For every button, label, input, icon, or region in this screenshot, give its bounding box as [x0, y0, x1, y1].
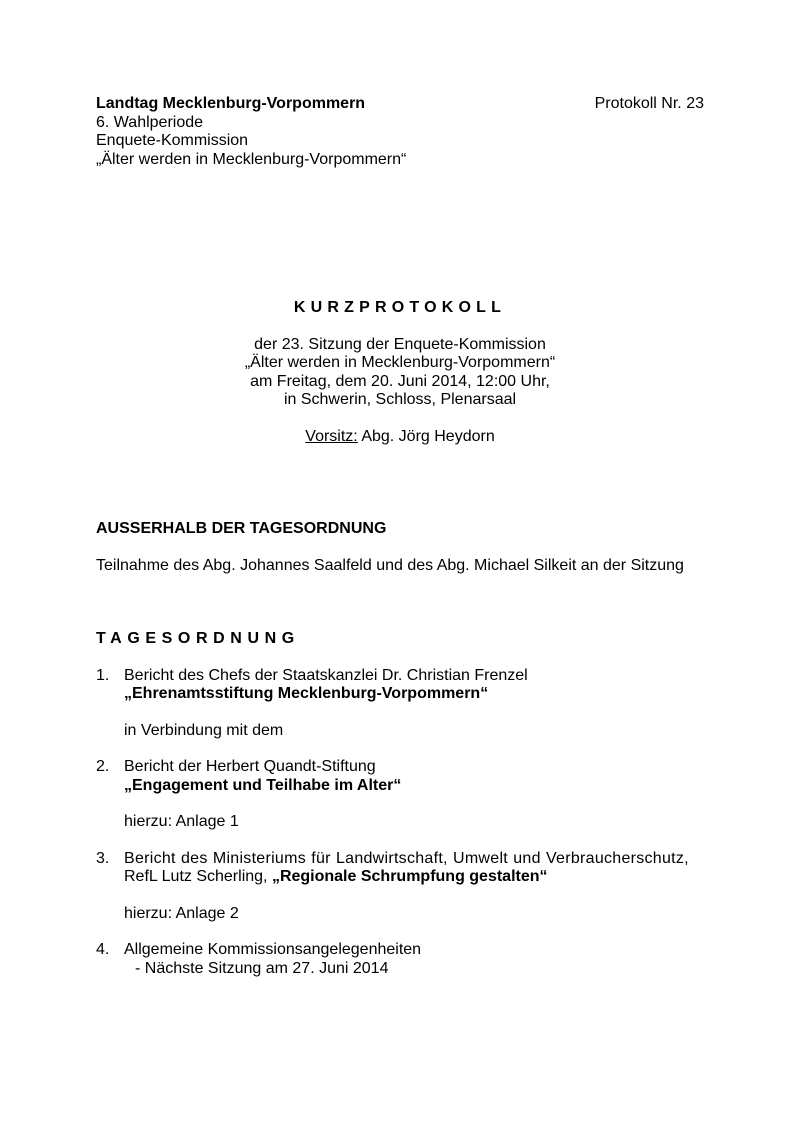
agenda-item [96, 667, 704, 741]
outside-agenda-text: Teilnahme des Abg. Johannes Saalfeld und des Abg. Michael Silkeit an der Sitzung [96, 556, 684, 574]
chair-name: Abg. Jörg Heydorn [357, 427, 495, 445]
agenda-item-note: hierzu: Anlage 2 [124, 904, 239, 922]
agenda-item-body [124, 667, 704, 741]
agenda-item-note: hierzu: Anlage 1 [124, 813, 239, 830]
agenda-item-title: „Ehrenamtsstiftung Mecklenburg-Vorpommern“ [124, 685, 489, 702]
chair-line [96, 428, 704, 447]
document-header [96, 95, 704, 114]
agenda-item-subpoint: - Nächste Sitzung am 27. Juni 2014 [135, 959, 389, 977]
agenda-heading: TAGESORDNUNG [96, 630, 300, 647]
agenda-item-text-continued [124, 868, 704, 887]
agenda-item-body [124, 941, 704, 978]
agenda-item-number: 4. [96, 941, 110, 958]
agenda-item-number: 2. [96, 758, 110, 775]
title-block [96, 299, 704, 446]
meeting-line-1: der 23. Sitzung der Enquete-Kommission [254, 335, 546, 353]
meeting-line-4: in Schwerin, Schloss, Plenarsaal [283, 391, 517, 408]
agenda-item-number: 3. [96, 849, 110, 867]
agenda-item-text: Bericht der Herbert Quandt-Stiftung [124, 758, 376, 775]
protocol-page [96, 95, 704, 978]
meeting-line-3: am Freitag, dem 20. Juni 2014, 12:00 Uhr, [250, 372, 550, 390]
meeting-details [96, 336, 704, 410]
document-title: KURZPROTOKOLL [293, 299, 507, 316]
election-period: 6. Wahlperiode [96, 113, 204, 131]
commission-type: Enquete-Kommission [96, 132, 249, 149]
agenda-item-title: „Engagement und Teilhabe im Alter“ [124, 776, 402, 794]
agenda-item [96, 941, 704, 978]
agenda-item [96, 850, 704, 924]
agenda-item-presenter: RefL Lutz Scherling, [124, 868, 272, 885]
commission-name: „Älter werden in Mecklenburg-Vorpommern“ [96, 150, 407, 168]
chair-label: Vorsitz: [305, 427, 358, 445]
parliament-name: Landtag Mecklenburg-Vorpommern [96, 95, 366, 112]
agenda-item-text: Bericht des Chefs der Staatskanzlei Dr. Christian Frenzel [124, 666, 528, 684]
agenda-item-body [124, 758, 704, 832]
agenda-item-title: „Regionale Schrumpfung gestalten“ [271, 868, 548, 885]
agenda-item-text: Allgemeine Kommissionsangelegenheiten [124, 941, 422, 958]
agenda-list [96, 667, 704, 979]
meeting-line-2: „Älter werden in Mecklenburg-Vorpommern“ [244, 354, 556, 371]
agenda-item-note: in Verbindung mit dem [124, 721, 284, 739]
outside-agenda-heading: AUSSERHALB DER TAGESORDNUNG [96, 520, 387, 537]
agenda-item-body [124, 850, 704, 924]
agenda-item-text: Bericht des Ministeriums für Landwirtschaft, Umwelt und Verbraucherschutz, [124, 849, 689, 867]
agenda-item [96, 758, 704, 832]
protocol-number: Protokoll Nr. 23 [594, 95, 704, 112]
agenda-item-number: 1. [96, 666, 110, 684]
